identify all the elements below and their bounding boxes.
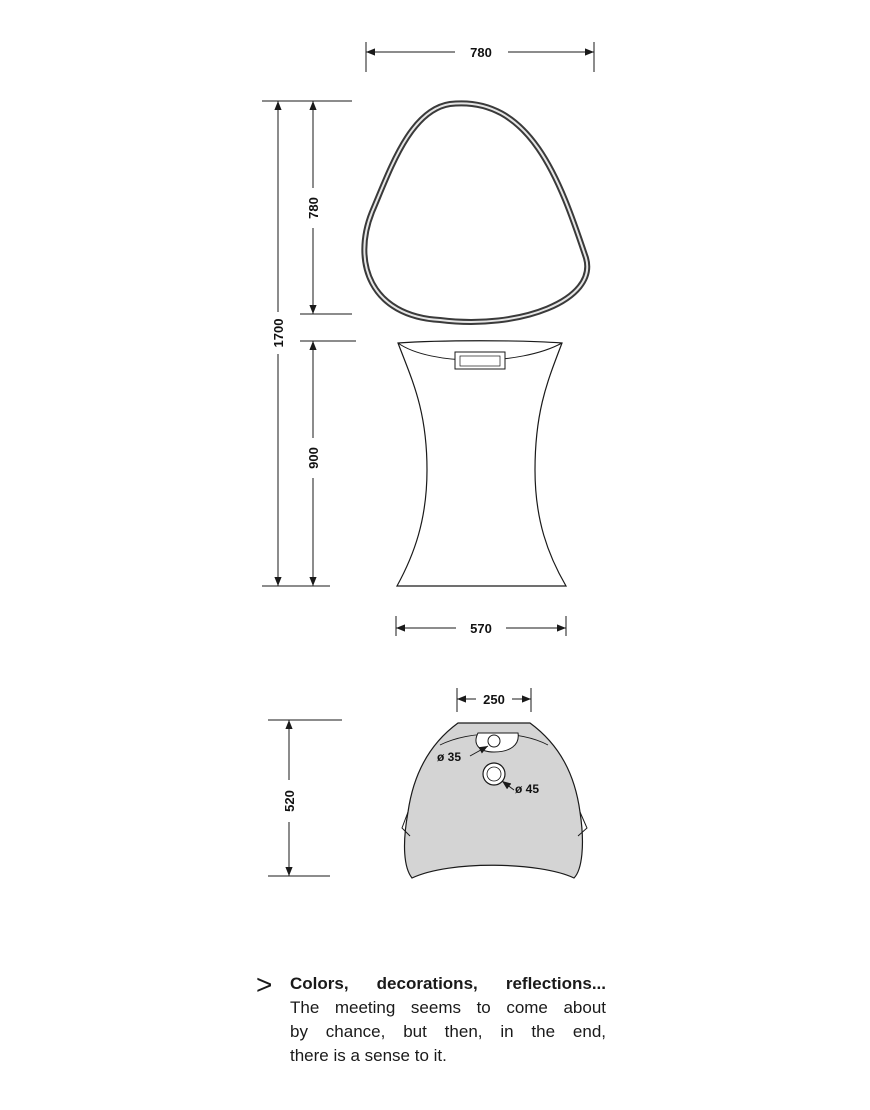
basin-top-view [402,723,587,878]
basin-height-label: 900 [306,447,321,469]
mirror-width-label: 780 [470,45,492,60]
height-dimensions [262,101,356,586]
top-depth-label: 520 [282,790,297,812]
caption-heading: Colors, decorations, reflections... [290,974,606,993]
tap-hole-label: ø 35 [437,750,462,764]
top-width-label: 250 [483,692,505,707]
basin-width-label: 570 [470,621,492,636]
pedestal-basin [397,341,566,586]
mirror-height-label: 780 [306,197,321,219]
chevron-right-icon: > [256,969,273,1000]
mirror-width-dimension [366,42,594,72]
top-width-dimension [457,688,531,712]
drain-hole-label: ø 45 [515,782,540,796]
mirror [364,103,587,322]
caption-line: by chance, but then, in the end, [290,1022,606,1041]
basin-width-dimension [396,616,566,636]
caption-line: The meeting seems to come about [290,998,606,1017]
caption-line: there is a sense to it. [290,1046,447,1065]
total-height-label: 1700 [271,318,286,348]
top-depth-dimension [268,720,342,876]
caption-text [290,972,606,1068]
caption [256,969,606,1068]
